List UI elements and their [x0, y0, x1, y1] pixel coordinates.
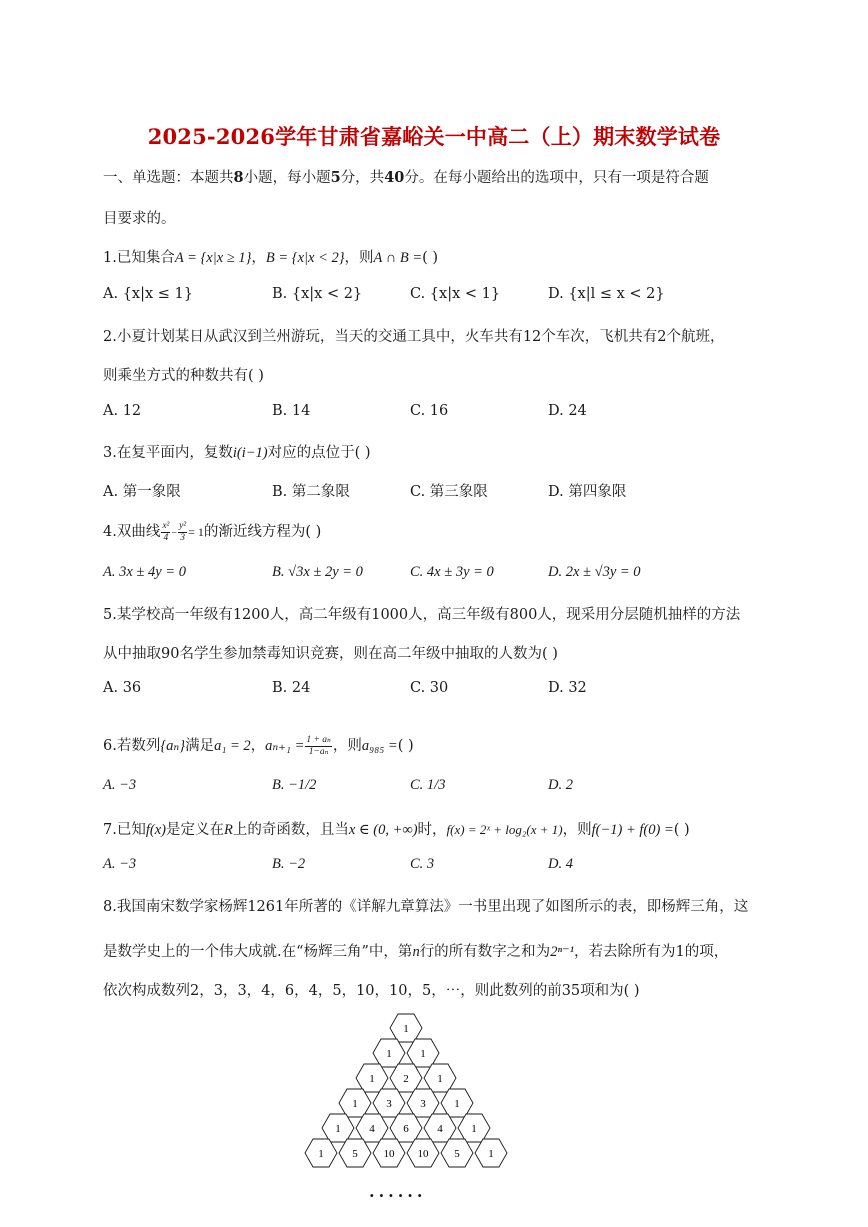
cell-value: 3	[386, 1098, 392, 1110]
triangle-ellipsis: ······	[369, 1186, 427, 1205]
q2-option-c: C. 16	[410, 403, 449, 419]
question-7: 7.已知f(x)是定义在R上的奇函数，且当x ∈ (0, +∞)时，f(x) = 2ˣ + log₂(x + 1)，则f(−1) + f(0) =( )	[103, 822, 690, 838]
question-6: 6.若数列{aₙ}满足a₁ = 2，aₙ₊₁ = $\frac{\text{1 + aₙ}}{\text{1−aₙ}}$ ，则a₉₈₅ =( )	[103, 734, 414, 757]
cell-value: 2	[403, 1073, 409, 1085]
q3-option-a: A. 第一象限	[103, 484, 181, 500]
triangle-cell	[356, 1114, 388, 1142]
q7-option-b: B. −2	[272, 856, 306, 872]
triangle-cell	[305, 1139, 337, 1167]
q6-option-c: C. 1/3	[410, 777, 446, 793]
fraction-y2-3: $\frac{\text{y²}}{3}$	[179, 520, 187, 543]
q7-option-d: D. 4	[548, 856, 573, 872]
triangle-cell	[407, 1139, 439, 1167]
triangle-cell	[373, 1089, 405, 1117]
q6-option-b: B. −1/2	[272, 777, 317, 793]
triangle-cell	[373, 1039, 405, 1067]
cell-value: 1	[488, 1148, 494, 1160]
q5-option-a: A. 36	[103, 680, 142, 696]
cell-value: 1	[318, 1148, 324, 1160]
cell-value: 1	[437, 1073, 443, 1085]
question-1: 1.已知集合A = {x|x ≥ 1}，B = {x|x < 2}，则A ∩ B =( )	[103, 250, 439, 266]
q5-option-d: D. 32	[548, 680, 587, 696]
triangle-cell	[458, 1114, 490, 1142]
cell-value: 1	[403, 1023, 409, 1035]
triangle-cell	[424, 1114, 456, 1142]
question-8-line2: 是数学史上的一个伟大成就.在“杨辉三角”中，第n行的所有数字之和为2ⁿ⁻¹，若去除所有为1的项，	[103, 944, 729, 960]
triangle-cell	[475, 1139, 507, 1167]
question-2-line2: 则乘坐方式的种数共有( )	[103, 368, 264, 384]
triangle-cell	[407, 1089, 439, 1117]
section-heading-cont: 目要求的。	[103, 211, 176, 227]
triangle-cell	[390, 1014, 422, 1042]
q5-option-c: C. 30	[410, 680, 449, 696]
question-5-line2: 从中抽取90名学生参加禁毒知识竞赛，则在高二年级中抽取的人数为( )	[103, 646, 558, 662]
q2-option-a: A. 12	[103, 403, 142, 419]
page-title: 2025-2026学年甘肃省嘉峪关一中高二（上）期末数学试卷	[147, 124, 721, 149]
question-5-line1: 5.某学校高一年级有1200人，高二年级有1000人，高三年级有800人，现采用分层随机抽样的方法	[103, 607, 741, 623]
triangle-cell	[339, 1139, 371, 1167]
q6-option-a: A. −3	[103, 777, 137, 793]
question-4: 4.双曲线 $\frac{\text{x²}}{4}$ − $\frac{\text{y²}}{3}$ = 1的渐近线方程为( )	[103, 520, 322, 543]
fraction-x2-4: $\frac{\text{x²}}{4}$	[162, 520, 170, 543]
question-3: 3.在复平面内，复数i(i−1)对应的点位于( )	[103, 445, 371, 461]
q4-option-c: C. 4x ± 3y = 0	[410, 564, 494, 580]
cell-value: 1	[386, 1048, 392, 1060]
triangle-cell	[390, 1114, 422, 1142]
triangle-cell	[441, 1139, 473, 1167]
triangle-cell	[424, 1064, 456, 1092]
cell-value: 1	[471, 1123, 477, 1135]
q7-option-c: C. 3	[410, 856, 435, 872]
triangle-cell	[356, 1064, 388, 1092]
q1-option-a: A. {x|x ≤ 1}	[103, 286, 193, 302]
triangle-cell	[390, 1064, 422, 1092]
q4-option-d: D. 2x ± √3y = 0	[548, 564, 641, 580]
q3-option-b: B. 第二象限	[272, 484, 350, 500]
q1-option-d: D. {x|l ≤ x < 2}	[548, 286, 665, 302]
triangle-cell	[339, 1089, 371, 1117]
cell-value: 1	[352, 1098, 358, 1110]
q2-option-b: B. 14	[272, 403, 311, 419]
yanghui-triangle-figure	[294, 1006, 518, 1188]
question-2-line1: 2.小夏计划某日从武汉到兰州游玩，当天的交通工具中，火车共有12个车次，飞机共有2个航班，	[103, 329, 725, 345]
q4-option-b: B. √3x ± 2y = 0	[272, 564, 363, 580]
cell-value: 1	[335, 1123, 341, 1135]
cell-value: 1	[420, 1048, 426, 1060]
triangle-cell	[441, 1089, 473, 1117]
q3-option-c: C. 第三象限	[410, 484, 488, 500]
q1-option-b: B. {x|x < 2}	[272, 286, 363, 302]
question-8-line1: 8.我国南宋数学家杨辉1261年所著的《详解九章算法》一书里出现了如图所示的表，即杨辉三角，这	[103, 899, 749, 915]
cell-value: 5	[352, 1148, 358, 1160]
q4-option-a: A. 3x ± 4y = 0	[103, 564, 186, 580]
cell-value: 10	[383, 1148, 395, 1160]
q3-option-d: D. 第四象限	[548, 484, 627, 500]
cell-value: 6	[403, 1123, 409, 1135]
cell-value: 10	[417, 1148, 429, 1160]
cell-value: 1	[369, 1073, 375, 1085]
q5-option-b: B. 24	[272, 680, 311, 696]
triangle-cell	[407, 1039, 439, 1067]
cell-value: 3	[420, 1098, 426, 1110]
q6-option-d: D. 2	[548, 777, 573, 793]
q1-option-c: C. {x|x < 1}	[410, 286, 501, 302]
recurrence-fraction: $\frac{\text{1 + aₙ}}{\text{1−aₙ}}$	[306, 734, 331, 757]
section-heading: 一、单选题：本题共8小题，每小题5分，共40分。在每小题给出的选项中，只有一项是符合题	[103, 169, 709, 186]
cell-value: 4	[437, 1123, 443, 1135]
triangle-cell	[373, 1139, 405, 1167]
q7-option-a: A. −3	[103, 856, 137, 872]
cell-value: 4	[369, 1123, 375, 1135]
cell-value: 5	[454, 1148, 460, 1160]
q2-option-d: D. 24	[548, 403, 587, 419]
triangle-cell	[322, 1114, 354, 1142]
cell-value: 1	[454, 1098, 460, 1110]
question-8-line3: 依次构成数列2，3，3，4，6，4，5，10，10，5，⋯，则此数列的前35项和为( )	[103, 983, 640, 999]
